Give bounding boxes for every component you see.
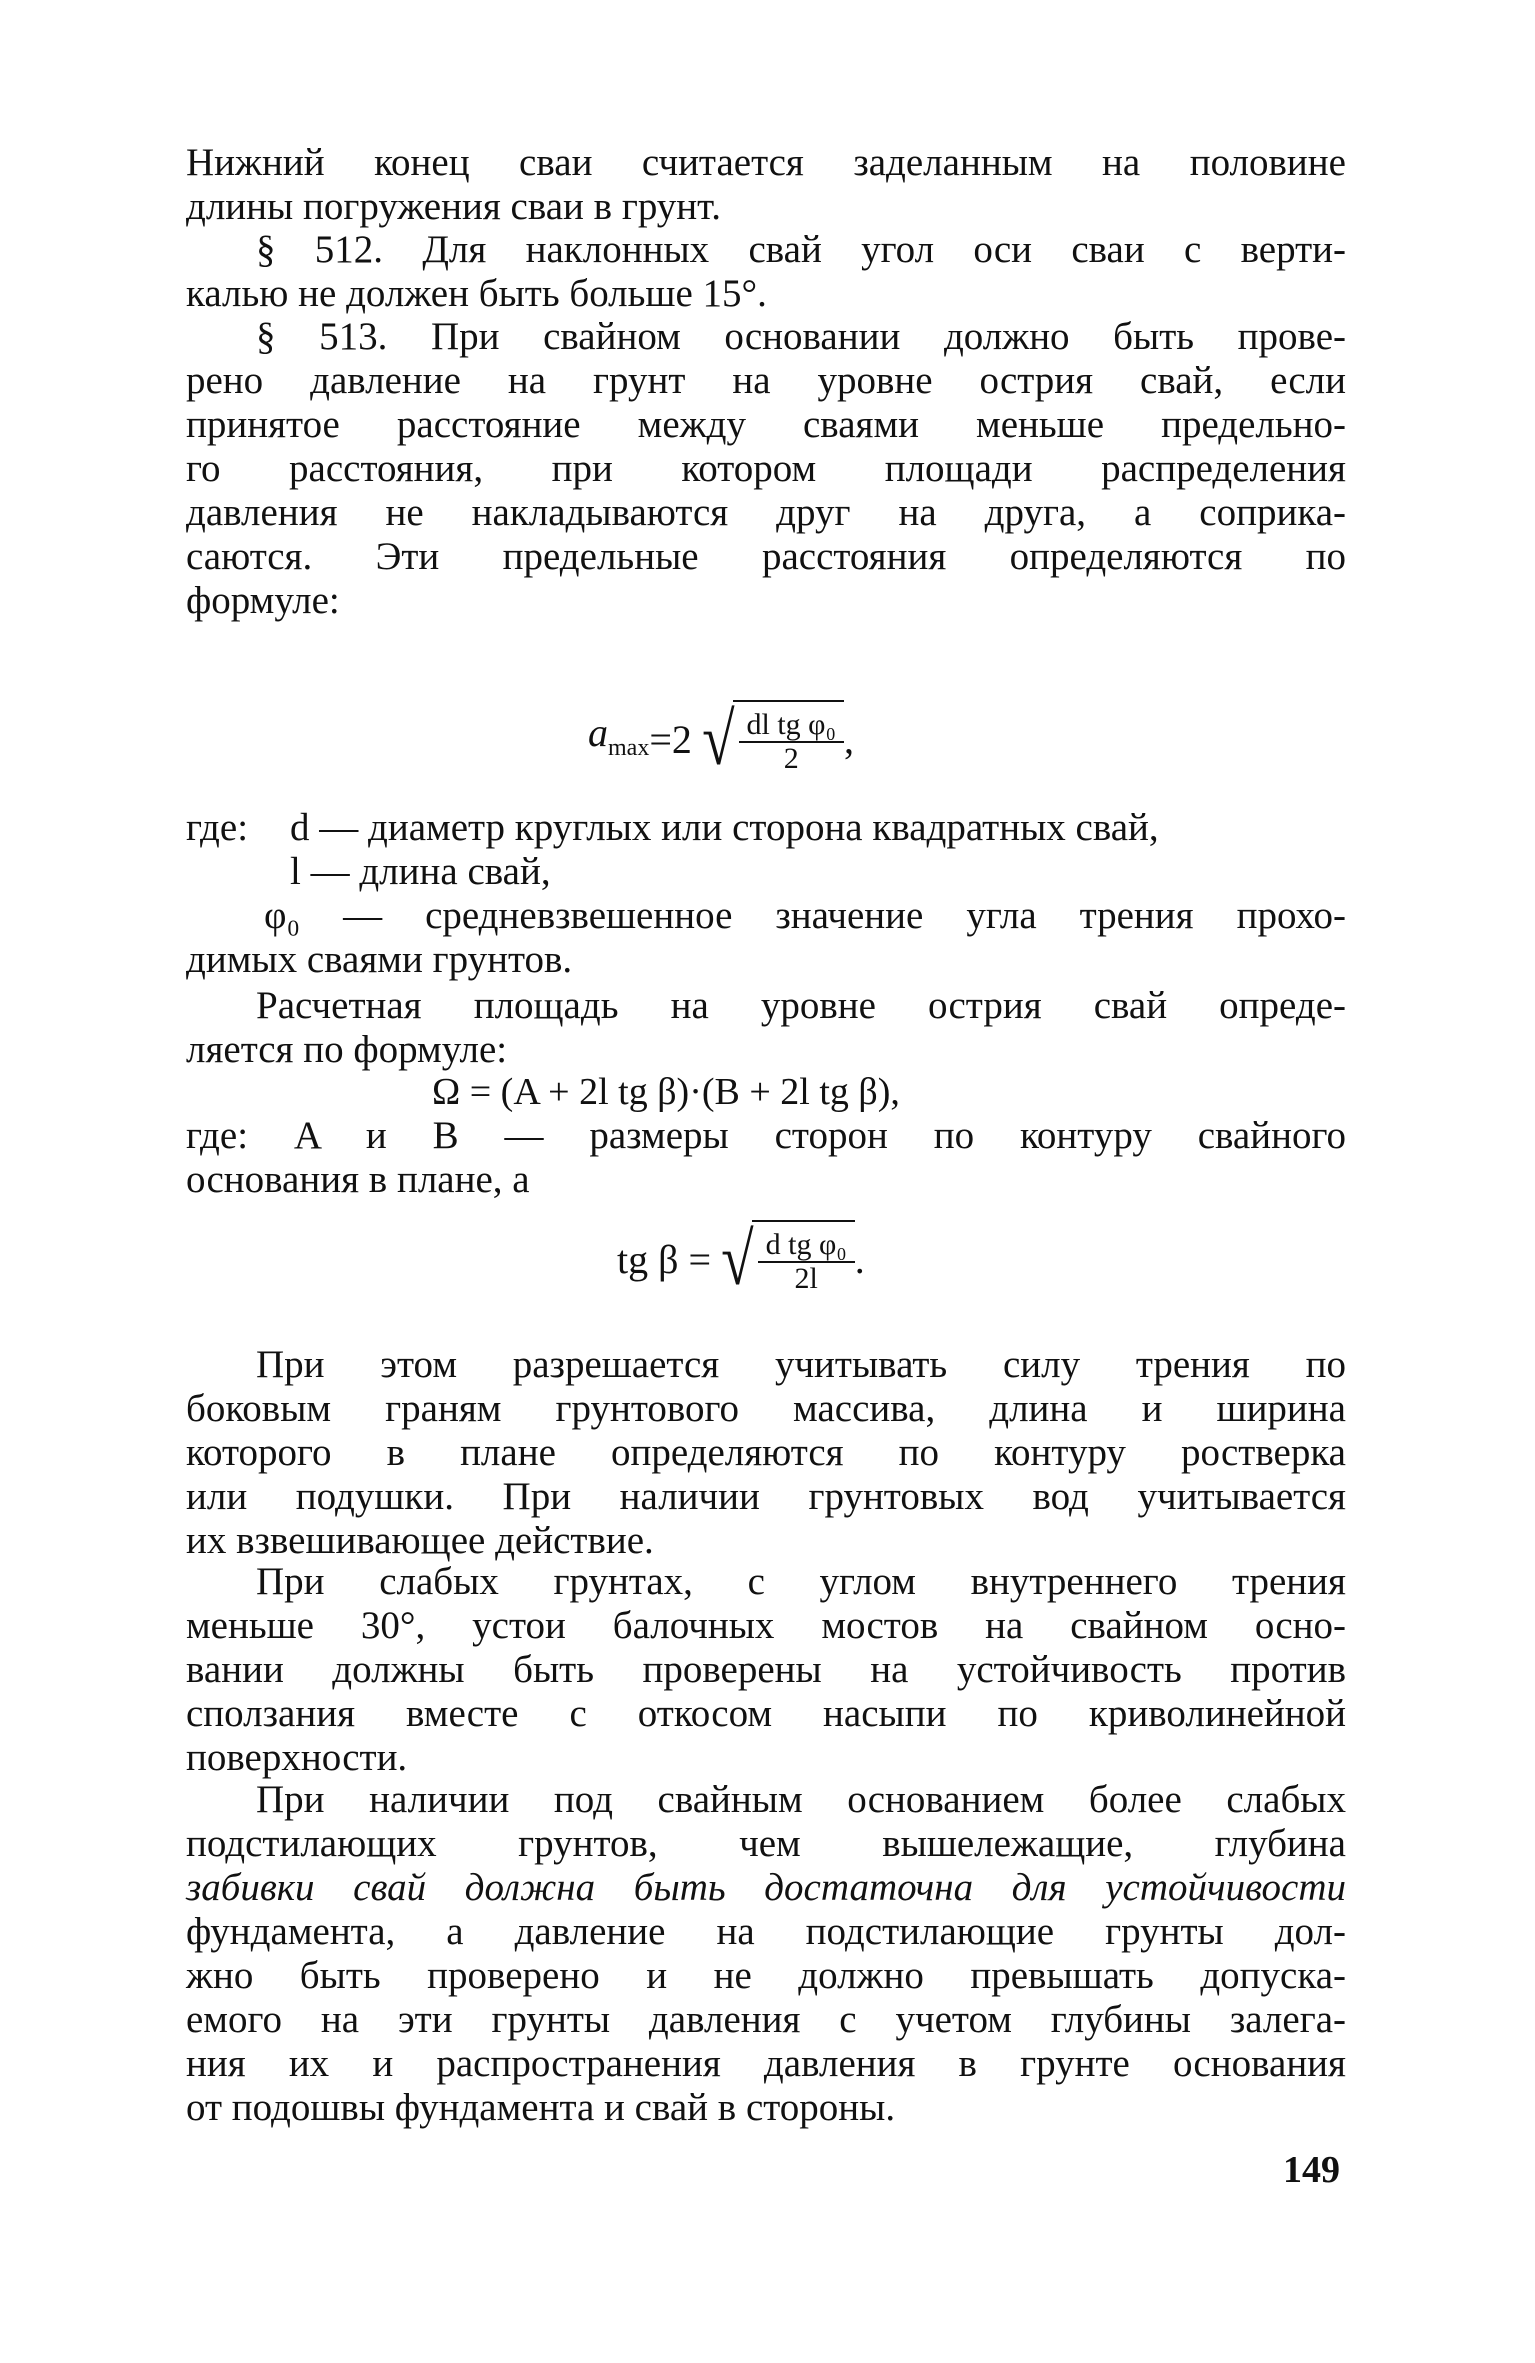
fraction-numerator: dl tg φ₀ [739, 709, 844, 743]
text-line: или подушки. При наличии грунтовых вод учитывается [186, 1475, 1346, 1518]
text-line: принятое расстояние между сваями меньше предельно- [186, 403, 1346, 446]
paragraph-1 [186, 141, 1346, 229]
text-line: длины погружения сваи в грунт. [186, 185, 722, 228]
paragraph-513 [186, 315, 1346, 623]
definition-d: d — диаметр круглых или сторона квадратных свай, [290, 806, 1159, 849]
text-line: φ₀ — средневзвешенное значение угла трения прохо- [264, 894, 1346, 937]
text-line: формуле: [186, 579, 340, 622]
fraction-denominator: 2 [783, 742, 799, 775]
formula-tail: . [854, 1237, 865, 1282]
formula-eq: =2 [649, 717, 692, 762]
text-line: фундамента, а давление на подстилающие грунты дол- [186, 1910, 1346, 1953]
text-line: которого в плане определяются по контуру ростверка [186, 1431, 1346, 1474]
fraction-denominator: 2l [794, 1262, 818, 1295]
text-line: поверхности. [186, 1736, 408, 1779]
fraction [758, 1229, 855, 1295]
page-number: 149 [1283, 2149, 1340, 2191]
text-line: от подошвы фундамента и свай в стороны. [186, 2086, 896, 2129]
text-line: емого на эти грунты давления с учетом глубины залега- [186, 1998, 1346, 2041]
definition-a-b [186, 1114, 1346, 1202]
text-line: При слабых грунтах, с углом внутреннего трения [256, 1560, 1346, 1603]
text-line: § 513. При свайном основании должно быть прове- [256, 315, 1346, 358]
square-root: √ $\frac{\text{d tg φ₀}}{2l}$ [717, 1220, 855, 1300]
where-label: где: [186, 806, 249, 849]
formula-lhs: $a_{max}$ [588, 709, 650, 761]
text-line: забивки свай должна быть достаточна для устойчивости [186, 1866, 1346, 1909]
text-line: где: A и B — размеры сторон по контуру свайного [186, 1114, 1346, 1157]
text-line: меньше 30°, устои балочных мостов на свайном осно- [186, 1604, 1346, 1647]
paragraph-512 [186, 228, 1346, 316]
text-line: калью не должен быть больше 15°. [186, 272, 767, 315]
paragraph-underlying-soils [186, 1778, 1346, 2130]
text-line: ния их и распространения давления в грунте основания [186, 2042, 1346, 2085]
text-line: вании должны быть проверены на устойчивость против [186, 1648, 1346, 1691]
formula-lhs: tg β = [617, 1237, 712, 1282]
paragraph-friction [186, 1343, 1346, 1563]
text-line: сползания вместе с откосом насыпи по криволинейной [186, 1692, 1346, 1735]
fraction-numerator: d tg φ₀ [758, 1229, 855, 1263]
text-line: подстилающих грунтов, чем вышележащие, глубина [186, 1822, 1346, 1865]
definition-l: l — длина свай, [290, 850, 551, 893]
text-line: Расчетная площадь на уровне острия свай опреде- [256, 984, 1346, 1027]
text-line: § 512. Для наклонных свай угол оси сваи с верти- [256, 228, 1346, 271]
text-line: жно быть проверено и не должно превышать допуска- [186, 1954, 1346, 1997]
formula-tg-beta [617, 1220, 865, 1300]
paragraph-weak-soils [186, 1560, 1346, 1780]
text-line: рено давление на грунт на уровне острия свай, если [186, 359, 1346, 402]
text-line: боковым граням грунтового массива, длина и ширина [186, 1387, 1346, 1430]
paragraph-area [186, 984, 1346, 1072]
definition-phi [186, 894, 1346, 982]
text-line: При наличии под свайным основанием более слабых [256, 1778, 1346, 1821]
formula-a-max [588, 700, 854, 780]
square-root: √ $\frac{\text{dl tg φ₀}}{2}$ [698, 700, 844, 780]
text-line: го расстояния, при котором площади распределения [186, 447, 1346, 490]
text-line: Нижний конец сваи считается заделанным на половине [186, 141, 1346, 184]
text-line: При этом разрешается учитывать силу трения по [256, 1343, 1346, 1386]
text-line: основания в плане, а [186, 1158, 530, 1201]
text-line: саются. Эти предельные расстояния определяются по [186, 535, 1346, 578]
formula-omega: Ω = (A + 2l tg β)·(B + 2l tg β), [432, 1071, 900, 1113]
fraction [739, 709, 844, 775]
text-line: ляется по формуле: [186, 1028, 508, 1071]
text-line: димых сваями грунтов. [186, 938, 573, 981]
formula-tail: , [843, 717, 854, 762]
text-line: давления не накладываются друг на друга, а соприка- [186, 491, 1346, 534]
text-line: их взвешивающее действие. [186, 1519, 654, 1562]
